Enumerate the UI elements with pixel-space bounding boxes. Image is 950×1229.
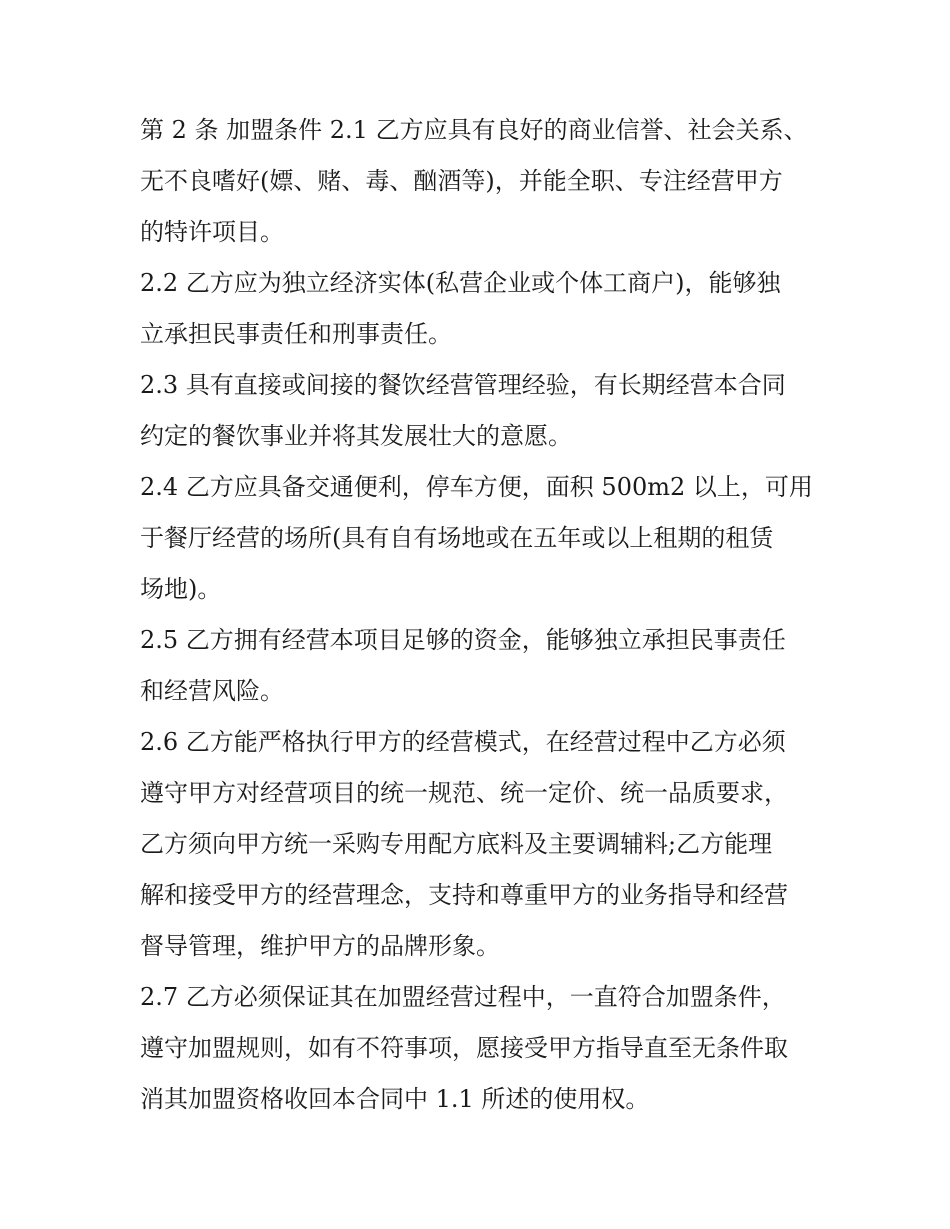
text-line-3: 的特许项目。 [140,218,284,246]
text-line-5: 立承担民事责任和刑事责任。 [140,320,452,348]
text-line-7: 约定的餐饮事业并将其发展壮大的意愿。 [140,422,572,450]
text-line-1: 第 2 条 加盟条件 2.1 乙方应具有良好的商业信誉、社会关系、 [140,116,808,144]
text-line-6: 2.3 具有直接或间接的餐饮经营管理经验，有长期经营本合同 [140,371,786,399]
text-line-2: 无不良嗜好(嫖、赌、毒、酗酒等)，并能全职、专注经营甲方 [140,167,783,195]
text-line-19: 遵守加盟规则，如有不符事项，愿接受甲方指导直至无条件取 [140,1034,788,1062]
text-line-9: 于餐厅经营的场所(具有自有场地或在五年或以上租期的租赁 [140,524,774,552]
text-line-12: 和经营风险。 [140,677,284,705]
text-line-17: 督导管理，维护甲方的品牌形象。 [140,932,500,960]
text-line-20: 消其加盟资格收回本合同中 1.1 所述的使用权。 [140,1085,650,1113]
text-line-4: 2.2 乙方应为独立经济实体(私营企业或个体工商户)，能够独 [140,269,781,297]
text-line-11: 2.5 乙方拥有经营本项目足够的资金，能够独立承担民事责任 [140,626,786,654]
text-line-18: 2.7 乙方必须保证其在加盟经营过程中，一直符合加盟条件， [140,983,786,1011]
text-line-13: 2.6 乙方能严格执行甲方的经营模式，在经营过程中乙方必须 [140,728,786,756]
text-line-14: 遵守甲方对经营项目的统一规范、统一定价、统一品质要求， [140,779,788,807]
text-line-15: 乙方须向甲方统一采购专用配方底料及主要调辅料;乙方能理 [140,830,773,858]
text-line-8: 2.4 乙方应具备交通便利，停车方便，面积 500m2 以上，可用 [140,473,813,501]
text-line-16: 解和接受甲方的经营理念，支持和尊重甲方的业务指导和经营 [140,881,788,909]
text-line-10: 场地)。 [140,575,222,603]
